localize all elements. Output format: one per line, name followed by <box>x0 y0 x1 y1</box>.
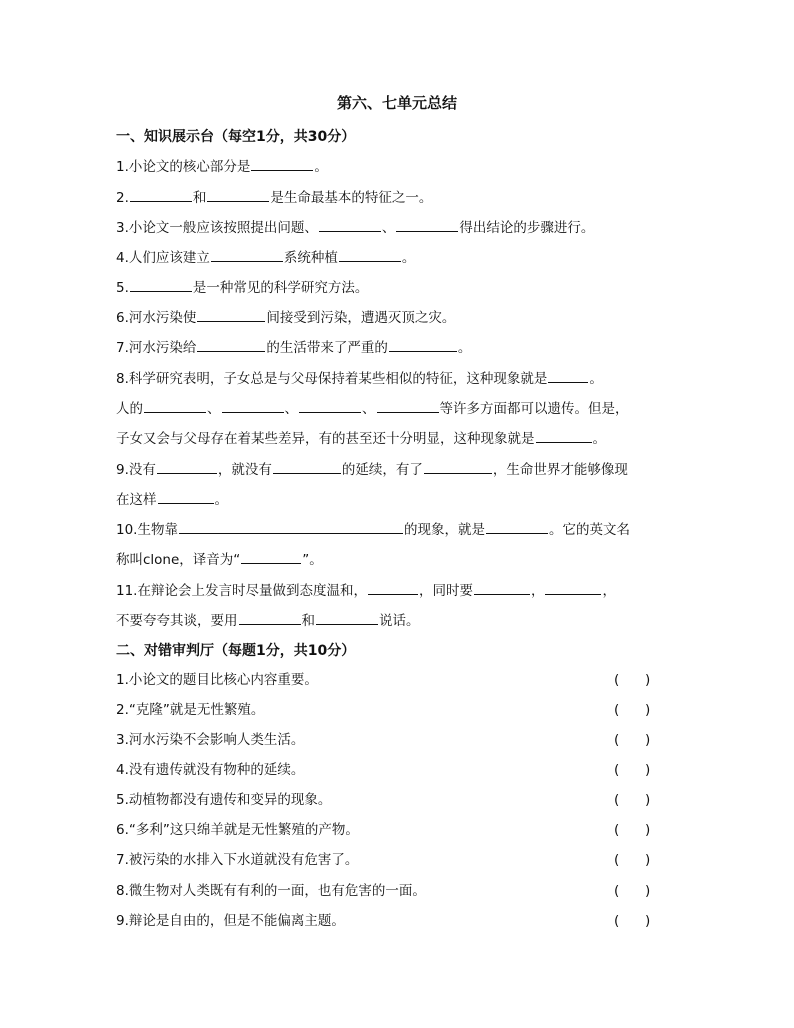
question-10-line-1 <box>116 519 630 539</box>
question-text: 。 <box>592 431 606 447</box>
answer-blank[interactable] <box>377 398 439 413</box>
question-text: 8.科学研究表明，子女总是与父母保持着某些相似的特征，这种现象就是 <box>116 371 548 387</box>
question-text: 。 <box>214 492 228 508</box>
question-text: 等许多方面都可以遗传。但是， <box>439 401 629 417</box>
judgment-item-6: 6.“多利”这只绵羊就是无性繁殖的产物。 <box>116 822 359 838</box>
question-text: 5. <box>116 280 129 296</box>
question-text: ，就没有 <box>217 462 272 478</box>
question-text: 子女又会与父母存在着某些差异，有的甚至还十分明显，这种现象就是 <box>116 431 535 447</box>
question-text: 的现象，就是 <box>403 522 485 538</box>
question-text: 、 <box>381 220 396 236</box>
question-text: 。 <box>401 250 416 266</box>
question-text: ， <box>602 583 616 599</box>
question-text: 、 <box>207 401 221 417</box>
answer-blank[interactable] <box>396 217 458 232</box>
judgment-item-1: 1.小论文的题目比核心内容重要。 <box>116 672 318 688</box>
section-2-heading: 二、对错审判厅（每题1分，共10分） <box>116 643 356 659</box>
answer-blank[interactable] <box>179 519 403 534</box>
answer-blank[interactable] <box>241 549 301 564</box>
question-text: 6.河水污染使 <box>116 310 197 326</box>
question-9-line-1 <box>116 459 628 479</box>
question-text: 2. <box>116 190 129 206</box>
question-text: ，生命世界才能够像现 <box>492 462 628 478</box>
question-text: 。 <box>589 371 603 387</box>
question-text: 。它的英文名 <box>548 522 630 538</box>
question-text: 4.人们应该建立 <box>116 250 210 266</box>
answer-parentheses[interactable]: ( ) <box>614 852 651 868</box>
question-text: ”。 <box>302 552 323 568</box>
answer-blank[interactable] <box>157 459 217 474</box>
question-text: 、 <box>284 401 298 417</box>
answer-parentheses[interactable]: ( ) <box>614 762 651 778</box>
judgment-item-3: 3.河水污染不会影响人类生活。 <box>116 732 305 748</box>
question-2 <box>116 187 432 207</box>
question-text: 说话。 <box>379 613 420 629</box>
answer-parentheses[interactable]: ( ) <box>614 792 651 808</box>
question-text: 和 <box>301 613 315 629</box>
question-text: 、 <box>362 401 376 417</box>
question-5 <box>116 277 368 297</box>
question-4 <box>116 247 415 267</box>
question-text: 人的 <box>116 401 143 417</box>
answer-blank[interactable] <box>368 580 418 595</box>
question-text: 10.生物靠 <box>116 522 178 538</box>
judgment-item-5: 5.动植物都没有遗传和变异的现象。 <box>116 792 332 808</box>
answer-blank[interactable] <box>273 459 341 474</box>
judgment-item-2: 2.“克隆”就是无性繁殖。 <box>116 702 265 718</box>
answer-parentheses[interactable]: ( ) <box>614 913 651 929</box>
question-text: 1.小论文的核心部分是 <box>116 159 251 175</box>
answer-blank[interactable] <box>158 489 214 504</box>
answer-blank[interactable] <box>486 519 548 534</box>
question-text: 。 <box>457 340 472 356</box>
question-text: 是一种常见的科学研究方法。 <box>192 280 369 296</box>
answer-blank[interactable] <box>474 580 530 595</box>
question-text: 不要夸夸其谈，要用 <box>116 613 238 629</box>
question-text: 是生命最基本的特征之一。 <box>270 190 433 206</box>
answer-blank[interactable] <box>222 398 284 413</box>
question-8-line-2 <box>116 398 629 418</box>
question-text: 的延续，有了 <box>341 462 423 478</box>
question-text: ，同时要 <box>418 583 473 599</box>
question-6 <box>116 307 455 327</box>
judgment-item-4: 4.没有遗传就没有物种的延续。 <box>116 762 305 778</box>
question-text: 间接受到污染，遭遇灭顶之灾。 <box>266 310 456 326</box>
question-text: 9.没有 <box>116 462 156 478</box>
answer-blank[interactable] <box>130 187 192 202</box>
question-1 <box>116 156 328 176</box>
question-text: 。 <box>314 159 328 175</box>
question-text: 在这样 <box>116 492 157 508</box>
question-text: 11.在辩论会上发言时尽量做到态度温和， <box>116 583 367 599</box>
answer-blank[interactable] <box>548 368 588 383</box>
answer-blank[interactable] <box>197 337 265 352</box>
question-8-line-1 <box>116 368 603 388</box>
answer-blank[interactable] <box>319 217 381 232</box>
question-text: 系统种植 <box>283 250 338 266</box>
answer-blank[interactable] <box>239 610 301 625</box>
answer-parentheses[interactable]: ( ) <box>614 822 651 838</box>
answer-blank[interactable] <box>251 156 313 171</box>
answer-blank[interactable] <box>545 580 601 595</box>
question-text: ， <box>530 583 545 599</box>
judgment-item-7: 7.被污染的水排入下水道就没有危害了。 <box>116 852 359 868</box>
answer-parentheses[interactable]: ( ) <box>614 883 651 899</box>
answer-blank[interactable] <box>389 337 457 352</box>
question-9-line-2 <box>116 489 228 509</box>
answer-blank[interactable] <box>316 610 378 625</box>
question-text: 和 <box>192 190 207 206</box>
answer-blank[interactable] <box>536 428 592 443</box>
question-3 <box>116 217 594 237</box>
answer-blank[interactable] <box>299 398 361 413</box>
answer-parentheses[interactable]: ( ) <box>614 672 651 688</box>
answer-blank[interactable] <box>424 459 492 474</box>
answer-blank[interactable] <box>207 187 269 202</box>
judgment-item-8: 8.微生物对人类既有有利的一面，也有危害的一面。 <box>116 883 426 899</box>
judgment-item-9: 9.辩论是自由的，但是不能偏离主题。 <box>116 913 345 929</box>
question-text: 称叫clone，译音为“ <box>116 552 241 568</box>
question-text: 3.小论文一般应该按照提出问题、 <box>116 220 318 236</box>
question-11-line-2 <box>116 610 420 630</box>
page-title: 第六、七单元总结 <box>336 94 457 112</box>
question-8-line-3 <box>116 428 606 448</box>
answer-blank[interactable] <box>144 398 206 413</box>
answer-blank[interactable] <box>339 247 401 262</box>
question-10-line-2 <box>116 549 323 569</box>
answer-parentheses[interactable]: ( ) <box>614 702 651 718</box>
section-1-heading: 一、知识展示台（每空1分，共30分） <box>116 129 356 145</box>
answer-blank[interactable] <box>211 247 283 262</box>
question-text: 得出结论的步骤进行。 <box>459 220 595 236</box>
question-text: 的生活带来了严重的 <box>266 340 388 356</box>
question-11-line-1 <box>116 580 616 600</box>
question-7 <box>116 337 471 357</box>
question-text: 7.河水污染给 <box>116 340 197 356</box>
answer-blank[interactable] <box>197 307 265 322</box>
answer-blank[interactable] <box>130 277 192 292</box>
answer-parentheses[interactable]: ( ) <box>614 732 651 748</box>
